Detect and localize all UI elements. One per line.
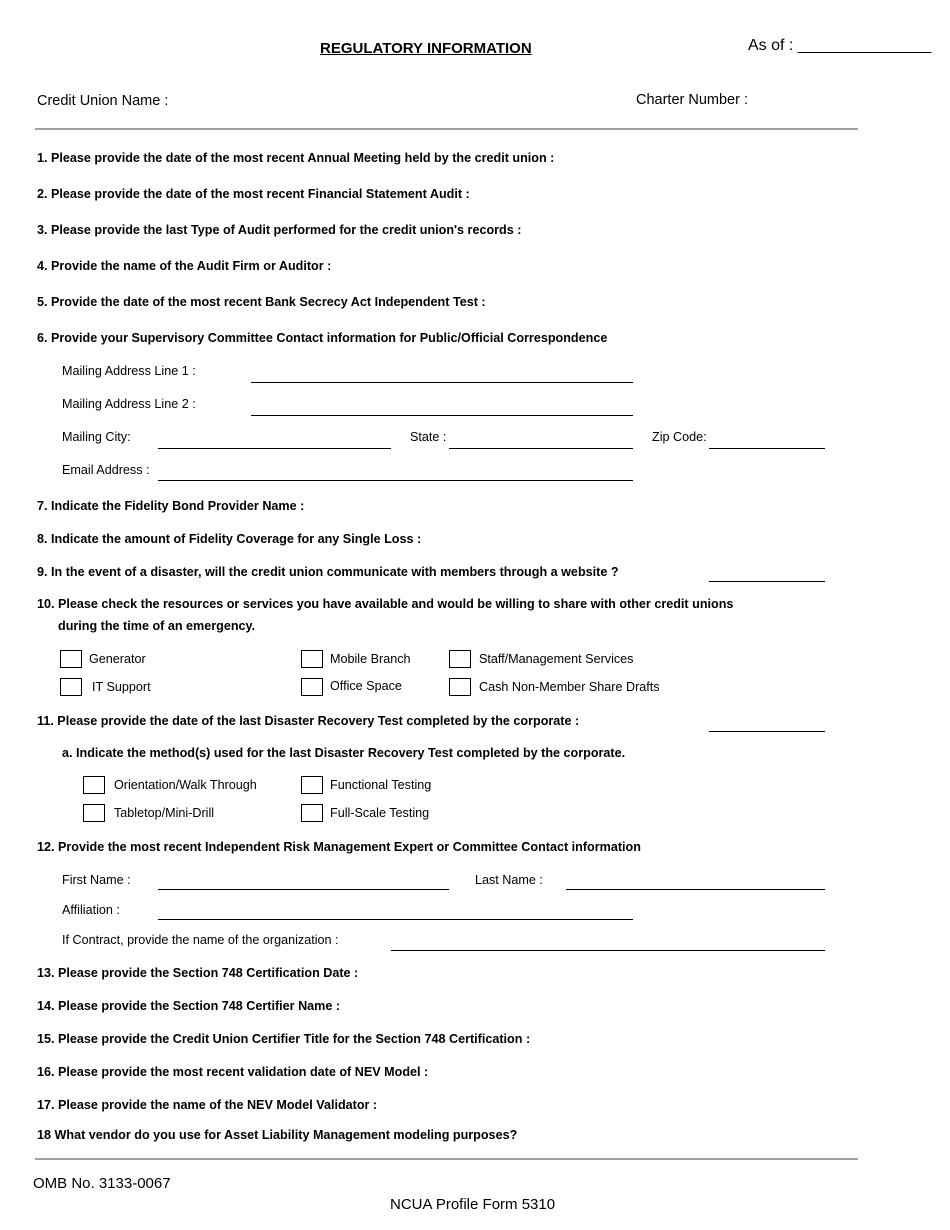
omb-number: OMB No. 3133-0067 [33, 1175, 171, 1192]
cash-drafts-checkbox[interactable] [449, 678, 471, 696]
tabletop-label: Tabletop/Mini-Drill [114, 806, 215, 820]
generator-checkbox[interactable] [60, 650, 82, 668]
contract-org-input[interactable] [391, 950, 825, 951]
charter-number-label: Charter Number : [636, 92, 749, 108]
question-1: 1. Please provide the date of the most recent Annual Meeting held by the credit union : [37, 151, 555, 165]
mailing-city-input[interactable] [158, 448, 391, 449]
contract-org-label: If Contract, provide the name of the organization : [62, 933, 339, 947]
orientation-checkbox[interactable] [83, 776, 105, 794]
affiliation-input[interactable] [158, 919, 633, 920]
state-input[interactable] [449, 448, 633, 449]
staff-management-checkbox[interactable] [449, 650, 471, 668]
question-8: 8. Indicate the amount of Fidelity Coverage for any Single Loss : [37, 532, 422, 546]
question-10: 10. Please check the resources or services you have available and would be willing to share with other credit unions [37, 597, 734, 611]
question-16: 16. Please provide the most recent validation date of NEV Model : [37, 1065, 429, 1079]
question-3: 3. Please provide the last Type of Audit performed for the credit union's records : [37, 223, 522, 237]
question-9: 9. In the event of a disaster, will the credit union communicate with members through a website ? [37, 565, 619, 579]
question-12: 12. Provide the most recent Independent Risk Management Expert or Committee Contact information [37, 840, 641, 854]
header-divider [35, 128, 858, 130]
zip-code-input[interactable] [709, 448, 825, 449]
staff-management-label: Staff/Management Services [479, 652, 634, 666]
form-name: NCUA Profile Form 5310 [390, 1196, 556, 1213]
question-11: 11. Please provide the date of the last Disaster Recovery Test completed by the corporate : [37, 714, 580, 728]
question-14: 14. Please provide the Section 748 Certifier Name : [37, 999, 341, 1013]
question-5: 5. Provide the date of the most recent Bank Secrecy Act Independent Test : [37, 295, 486, 309]
last-name-label: Last Name : [475, 873, 543, 887]
first-name-label: First Name : [62, 873, 131, 887]
generator-label: Generator [89, 652, 146, 666]
question-17: 17. Please provide the name of the NEV Model Validator : [37, 1098, 378, 1112]
office-space-checkbox[interactable] [301, 678, 323, 696]
functional-testing-checkbox[interactable] [301, 776, 323, 794]
full-scale-testing-label: Full-Scale Testing [330, 806, 430, 820]
state-label: State : [410, 430, 447, 444]
first-name-input[interactable] [158, 889, 449, 890]
mailing-address-2-input[interactable] [251, 415, 633, 416]
it-support-checkbox[interactable] [60, 678, 82, 696]
office-space-label: Office Space [330, 679, 402, 693]
email-address-label: Email Address : [62, 463, 150, 477]
email-address-input[interactable] [158, 480, 633, 481]
orientation-label: Orientation/Walk Through [114, 778, 257, 792]
zip-code-label: Zip Code: [652, 430, 707, 444]
cash-drafts-label: Cash Non-Member Share Drafts [479, 680, 660, 694]
question-15: 15. Please provide the Credit Union Certifier Title for the Section 748 Certification : [37, 1032, 531, 1046]
affiliation-label: Affiliation : [62, 903, 120, 917]
mailing-address-2-label: Mailing Address Line 2 : [62, 397, 196, 411]
question-4: 4. Provide the name of the Audit Firm or Auditor : [37, 259, 332, 273]
disaster-test-date-input[interactable] [709, 731, 825, 732]
question-18: 18 What vendor do you use for Asset Liability Management modeling purposes? [37, 1128, 518, 1142]
mailing-address-1-label: Mailing Address Line 1 : [62, 364, 196, 378]
question-11a: a. Indicate the method(s) used for the last Disaster Recovery Test completed by the corporate. [62, 746, 626, 760]
mobile-branch-checkbox[interactable] [301, 650, 323, 668]
it-support-label: IT Support [92, 680, 151, 694]
credit-union-name-label: Credit Union Name : [37, 93, 169, 109]
mobile-branch-label: Mobile Branch [330, 652, 411, 666]
footer-divider [35, 1158, 858, 1160]
full-scale-testing-checkbox[interactable] [301, 804, 323, 822]
question-13: 13. Please provide the Section 748 Certification Date : [37, 966, 359, 980]
mailing-address-1-input[interactable] [251, 382, 633, 383]
question-6: 6. Provide your Supervisory Committee Contact information for Public/Official Correspondence [37, 331, 608, 345]
functional-testing-label: Functional Testing [330, 778, 432, 792]
question-10-continued: during the time of an emergency. [58, 619, 256, 633]
question-7: 7. Indicate the Fidelity Bond Provider Name : [37, 499, 305, 513]
as-of-field[interactable]: As of : _______________ [748, 37, 932, 54]
question-2: 2. Please provide the date of the most recent Financial Statement Audit : [37, 187, 470, 201]
website-answer-input[interactable] [709, 581, 825, 582]
page-title: REGULATORY INFORMATION [320, 40, 532, 57]
mailing-city-label: Mailing City: [62, 430, 131, 444]
last-name-input[interactable] [566, 889, 825, 890]
tabletop-checkbox[interactable] [83, 804, 105, 822]
